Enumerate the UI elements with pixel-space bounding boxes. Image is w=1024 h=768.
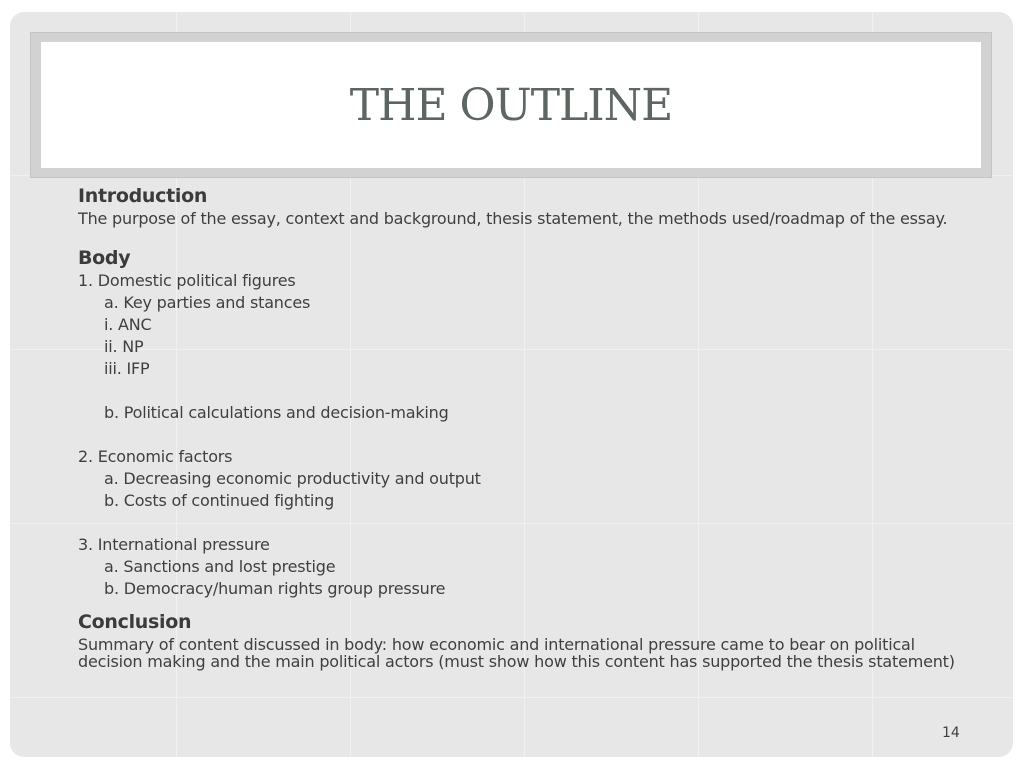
title-box [41, 42, 981, 168]
slide-title: THE OUTLINE [349, 79, 673, 131]
slide-content [78, 184, 968, 670]
outline-item: b. Democracy/human rights group pressure [104, 579, 446, 598]
outline-item: b. Costs of continued fighting [104, 491, 335, 510]
grid-line [10, 697, 1013, 698]
outline-item: b. Political calculations and decision-making [104, 403, 449, 422]
conclusion-text: Summary of content discussed in body: how economic and international pressure came to bear on political decision making and the main political actors (must show how this content has supported the thesis statement) [78, 635, 955, 671]
slide [10, 12, 1013, 757]
title-frame [30, 32, 992, 178]
outline-item: i. ANC [104, 315, 152, 334]
outline-item: 3. International pressure [78, 535, 270, 554]
outline-item: 2. Economic factors [78, 447, 233, 466]
outline-item: a. Key parties and stances [104, 293, 311, 312]
outline-item: a. Decreasing economic productivity and output [104, 469, 481, 488]
outline-item: a. Sanctions and lost prestige [104, 557, 336, 576]
body-heading: Body [78, 247, 131, 269]
outline-item: 1. Domestic political figures [78, 271, 296, 290]
outline-item: iii. IFP [104, 359, 150, 378]
introduction-text: The purpose of the essay, context and background, thesis statement, the methods used/roadmap of the essay. [78, 209, 948, 228]
slide-number: 14 [942, 725, 960, 741]
conclusion-heading: Conclusion [78, 611, 192, 633]
outline-item: ii. NP [104, 337, 144, 356]
introduction-heading: Introduction [78, 185, 208, 207]
